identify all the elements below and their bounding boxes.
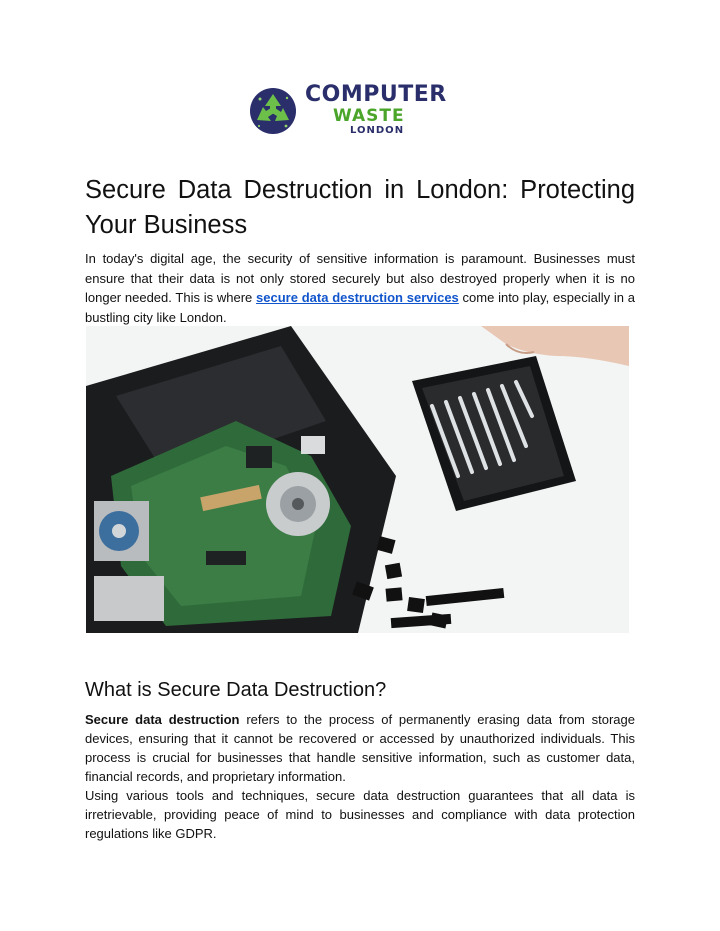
laptop-disassembly-illustration <box>86 326 629 633</box>
article-photo <box>86 326 629 633</box>
company-logo <box>248 83 470 139</box>
logo-line-waste: WASTE <box>333 106 405 126</box>
recycle-icon <box>248 86 298 136</box>
secure-data-destruction-link[interactable]: secure data destruction services <box>256 290 459 305</box>
article-title: Secure Data Destruction in London: Protecting Your Business <box>85 176 635 239</box>
intro-paragraph: In today's digital age, the security of sensitive information is paramount. Businesses must ensure that their data is not only stored securely but also destroyed properly when it is no longer needed. This is where secure data destruction services come into play, especially in a bustling city like London. <box>85 251 635 325</box>
section-heading: What is Secure Data Destruction? <box>85 679 387 701</box>
logo-line-computer: COMPUTER <box>305 82 447 107</box>
logo-line-london: LONDON <box>350 125 405 136</box>
definition-lead: Secure data destruction <box>85 712 240 727</box>
tools-paragraph: Using various tools and techniques, secure data destruction guarantees that all data is irretrievable, providing peace of mind to businesses and compliance with data protection regulations like GDPR. <box>85 788 635 841</box>
definition-paragraph: Secure data destruction refers to the process of permanently erasing data from storage devices, ensuring that it cannot be recovered or accessed by unauthorized individuals. This process is crucial for businesses that handle sensitive information, such as customer data, financial records, and proprietary information. <box>85 712 635 784</box>
